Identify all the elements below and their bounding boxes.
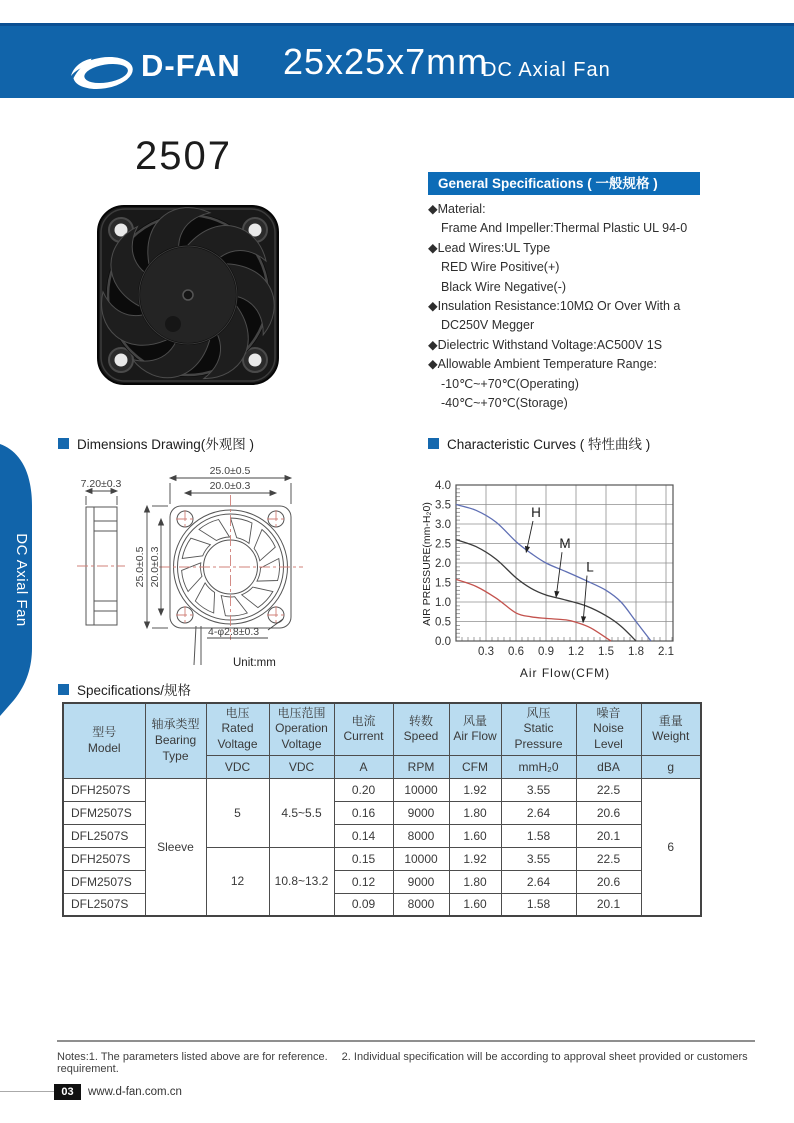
spec-line: Black Wire Negative(-) — [441, 279, 567, 294]
svg-text:3.5: 3.5 — [435, 499, 451, 512]
dim-outer-label: 25.0±0.5 — [209, 465, 251, 477]
spec-line: ◆Material: — [428, 202, 486, 216]
svg-text:0.3: 0.3 — [478, 646, 494, 658]
svg-text:2.1: 2.1 — [658, 646, 674, 658]
section-specifications-heading: Specifications/规格 — [58, 679, 191, 699]
svg-text:1.2: 1.2 — [568, 646, 584, 658]
svg-text:0.0: 0.0 — [435, 636, 451, 648]
chart-y-axis-label: AIR PRESSURE(mm-H₂0) — [421, 502, 433, 626]
col-header-speed: 转数 Speed — [393, 703, 449, 755]
svg-text:1.5: 1.5 — [435, 577, 451, 590]
curve-label-H: H — [531, 504, 541, 520]
svg-text:2.0: 2.0 — [435, 558, 451, 570]
table-row: DFL2507S 0.09 8000 1.60 1.58 20.1 — [63, 893, 701, 916]
website-url: www.d-fan.com.cn — [88, 1086, 182, 1098]
curve-H — [456, 505, 651, 642]
col-header-airflow: 风量 Air Flow — [449, 703, 501, 755]
col-header-static-pressure: 风压 Static Pressure — [501, 703, 576, 755]
table-row: DFM2507S 0.12 9000 1.80 2.64 20.6 — [63, 870, 701, 893]
operation-voltage-group-1: 4.5~5.5 — [269, 778, 334, 847]
spec-line: DC250V Megger — [441, 318, 535, 333]
svg-text:1.0: 1.0 — [435, 597, 451, 609]
section-dimensions-heading: Dimensions Drawing(外观图 ) — [58, 433, 254, 453]
page-number: 03 — [54, 1084, 81, 1100]
spec-line: ◆Lead Wires:UL Type — [428, 240, 551, 255]
chart-x-axis-label: Air Flow(CFM) — [519, 666, 611, 680]
svg-text:1.5: 1.5 — [598, 646, 614, 658]
svg-text:0.5: 0.5 — [435, 616, 451, 629]
sidebar-tab — [0, 438, 46, 720]
brand-name: D-FAN — [141, 48, 241, 83]
general-specs-list — [428, 200, 758, 413]
svg-text:0.6: 0.6 — [508, 646, 524, 658]
page-subtitle: DC Axial Fan — [482, 59, 611, 81]
spec-line: -40℃~+70℃(Storage) — [441, 396, 568, 411]
unit-static-pressure: mmH₂0 — [501, 755, 576, 778]
bearing-cell: Sleeve — [145, 778, 206, 916]
footer-notes: Notes:1. The parameters listed above are for reference. 2. Individual specification will be according to approval sheet provided or customers requirement. — [57, 1051, 748, 1075]
specifications-table — [62, 702, 702, 917]
rated-voltage-group-1: 5 — [206, 778, 269, 847]
col-header-model: 型号 Model — [63, 703, 145, 778]
unit-rated-voltage: VDC — [206, 755, 269, 778]
col-header-weight: 重量 Weight — [641, 703, 701, 755]
characteristic-curves-chart — [418, 452, 794, 687]
spec-line: ◆Allowable Ambient Temperature Range: — [428, 357, 657, 372]
blue-square-icon — [58, 684, 69, 695]
table-row: DFL2507S 0.14 8000 1.60 1.58 20.1 — [63, 824, 701, 847]
unit-label: Unit:mm — [233, 657, 276, 669]
col-header-current: 电流 Current — [334, 703, 393, 755]
unit-noise: dBA — [576, 755, 641, 778]
page-title: 25x25x7mm — [283, 41, 489, 82]
header-band — [0, 23, 794, 98]
spec-line: Frame And Impeller:Thermal Plastic UL 94-0 — [441, 221, 688, 236]
spec-line: RED Wire Positive(+) — [441, 260, 560, 275]
dim-holes-label: 4-φ2.8±0.3 — [208, 626, 260, 638]
unit-airflow: CFM — [449, 755, 501, 778]
weight-cell: 6 — [641, 778, 701, 916]
unit-weight: g — [641, 755, 701, 778]
svg-text:3.0: 3.0 — [435, 519, 451, 531]
blue-square-icon — [58, 438, 69, 449]
spec-line: ◆Insulation Resistance:10MΩ Or Over With a — [428, 299, 681, 314]
rated-voltage-group-2: 12 — [206, 847, 269, 916]
table-row: DFH2507S Sleeve 5 4.5~5.5 0.20 10000 1.92 3.55 22.5 6 — [63, 778, 701, 801]
sidebar-label: DC Axial Fan — [13, 533, 30, 627]
page-number-line — [0, 1091, 54, 1092]
dim-pitch-v-label: 20.0±0.3 — [149, 546, 161, 588]
col-header-bearing: 轴承类型 Bearing Type — [145, 703, 206, 778]
svg-text:1.8: 1.8 — [628, 646, 644, 658]
table-row: DFM2507S 0.16 9000 1.80 2.64 20.6 — [63, 801, 701, 824]
unit-speed: RPM — [393, 755, 449, 778]
dim-depth-label: 7.20±0.3 — [80, 478, 122, 490]
spec-line: ◆Dielectric Withstand Voltage:AC500V 1S — [428, 337, 663, 352]
brand-logo-icon — [70, 51, 136, 95]
unit-current: A — [334, 755, 393, 778]
table-row: DFH2507S 12 10.8~13.2 0.15 10000 1.92 3.55 22.5 — [63, 847, 701, 870]
section-curves-heading: Characteristic Curves ( 特性曲线 ) — [428, 433, 650, 453]
svg-text:0.9: 0.9 — [538, 646, 554, 658]
model-number: 2507 — [135, 134, 232, 178]
blue-square-icon — [428, 438, 439, 449]
operation-voltage-group-2: 10.8~13.2 — [269, 847, 334, 916]
svg-text:4.0: 4.0 — [435, 480, 451, 492]
svg-text:2.5: 2.5 — [435, 538, 451, 551]
footer-divider — [57, 1040, 755, 1042]
fan-product-photo — [95, 202, 281, 388]
unit-operation-voltage: VDC — [269, 755, 334, 778]
dim-outer-v-label: 25.0±0.5 — [134, 546, 146, 588]
curve-L — [456, 579, 611, 641]
curve-label-L: L — [586, 559, 594, 575]
general-specs-header: General Specifications ( 一般规格 ) — [428, 172, 700, 195]
dim-pitch-label: 20.0±0.3 — [209, 480, 251, 492]
col-header-operation-voltage: 电压范围 Operation Voltage — [269, 703, 334, 755]
col-header-rated-voltage: 电压 Rated Voltage — [206, 703, 269, 755]
dimensions-drawing — [55, 458, 420, 678]
col-header-noise: 噪音 Noise Level — [576, 703, 641, 755]
spec-line: -10℃~+70℃(Operating) — [441, 376, 579, 391]
curve-label-M: M — [559, 536, 571, 552]
